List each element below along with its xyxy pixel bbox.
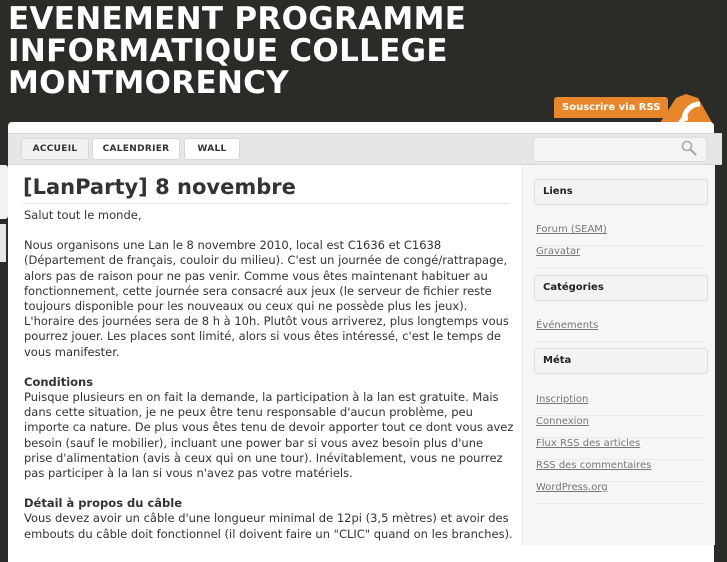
post-content (24, 208, 514, 557)
widget-title-liens: Liens (534, 179, 708, 205)
post-title[interactable]: [LanParty] 8 novembre (23, 175, 296, 199)
post-intro: Nous organisons une Lan le 8 novembre 2010, local est C1636 et C1638 (Département de français, couloir du milieu). C'est un journée de congé/rattrapage, alors pas de raison pour ne pas venir. Comme vous êtes maintenant habituer au fonctionnement, cette journée sera consacré aux jeux (le serveur de fichier reste toujours disponible pour les nouveaux ou ceux qui ne possède plus les jeux). L'horaire des journées sera de 8 h à 10h. Plutôt vous arriverez, plus longtemps vous pourrez jouer. Les places sont limité, alors si vous êtes intéressé, c'est le temps de vous manifester. (24, 238, 509, 359)
subscribe-rss-button[interactable]: Souscrire via RSS (554, 97, 668, 118)
link-inscription[interactable]: Inscription (536, 394, 704, 416)
post-greeting: Salut tout le monde, (24, 208, 142, 222)
link-wordpress-org[interactable]: WordPress.org (536, 482, 704, 504)
left-edge-panel (0, 165, 8, 219)
widget-title-categories: Catégories (534, 275, 708, 301)
section-text-conditions: Puisque plusieurs en on fait la demande, la participation à la lan est gratuite. Mais dans cette situation, je ne peux être tenu responsable d'aucun problème, peu importe ca nature. De plus vous êtes tenu de devoir apporter tout ce dont vous avez besoin (sauf le mobilier), incluant une power bar si vous avez besoin plus d'une prise d'alimentation (avis à ceux qui on une tour). Inévitablement, vous ne pourrez pas participer à la lan si vous n'avez pas votre matériels. (24, 390, 514, 481)
link-gravatar[interactable]: Gravatar (536, 246, 704, 268)
section-heading-conditions: Conditions (24, 374, 94, 389)
title-divider (23, 203, 509, 204)
section-text-cable: Vous devez avoir un câble d'une longueur minimal de 12pi (3,5 mètres) et avoir des embouts du câble doit fonctionnel (il doivent faire un "CLIC" quand on les branches). (24, 511, 513, 541)
nav-accueil[interactable]: ACCUEIL (21, 138, 89, 160)
site-title[interactable] (8, 3, 466, 99)
link-rss-commentaires[interactable]: RSS des commentaires (536, 460, 704, 482)
nav-wall[interactable]: WALL (184, 138, 240, 160)
widget-title-meta: Méta (534, 348, 708, 374)
link-flux-rss-articles[interactable]: Flux RSS des articles (536, 438, 704, 460)
link-evenements[interactable]: Événements (536, 320, 704, 342)
section-heading-cable: Détail à propos du câble (24, 496, 183, 511)
search-icon[interactable] (680, 140, 698, 156)
site-title-line-2: INFORMATIQUE COLLEGE (8, 33, 448, 69)
left-edge-panel-2 (0, 224, 6, 262)
site-title-line-1: EVENEMENT PROGRAMME (8, 1, 467, 37)
site-title-line-3: MONTMORENCY (8, 65, 289, 101)
link-connexion[interactable]: Connexion (536, 416, 704, 438)
nav-calendrier[interactable]: CALENDRIER (92, 138, 180, 160)
link-forum-seam[interactable]: Forum (SEAM) (536, 224, 704, 246)
